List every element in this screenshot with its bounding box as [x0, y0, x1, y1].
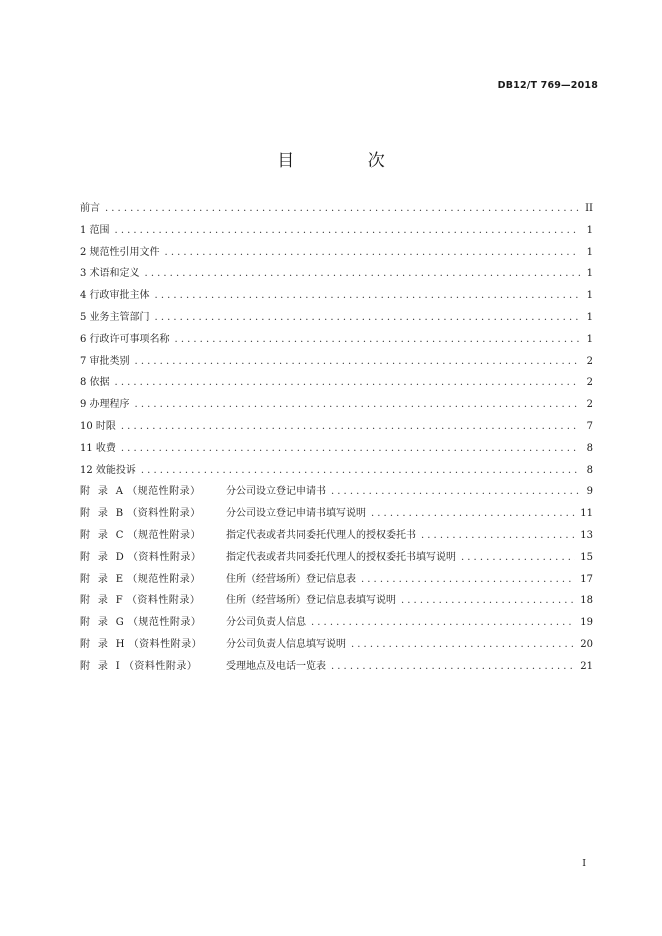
toc-entry-approval-subject[interactable] — [80, 286, 593, 308]
page-title: 目 次 — [277, 151, 419, 171]
toc-entry-procedure[interactable] — [80, 395, 593, 417]
leader-dots — [135, 399, 580, 410]
toc-entry-label: 6 行政许可事项名称 — [80, 333, 170, 345]
toc-entry-page: II — [585, 203, 593, 214]
leader-dots — [141, 465, 580, 476]
leader-dots — [421, 530, 575, 541]
toc-entry-page: 2 — [586, 377, 593, 389]
toc-entry-page: 17 — [580, 573, 593, 585]
toc-entry-label: 8 依据 — [80, 377, 110, 389]
toc-entry-approval-category[interactable] — [80, 352, 593, 374]
toc-appendix-i[interactable] — [80, 657, 593, 679]
toc-entry-scope[interactable] — [80, 221, 593, 243]
leader-dots — [311, 617, 575, 628]
toc-entry-label: 11 收费 — [80, 442, 116, 454]
toc-entry-label: 指定代表或者共同委托代理人的授权委托书填写说明 — [226, 551, 456, 563]
toc-entry-page: 19 — [580, 617, 593, 629]
toc-entry-competent-department[interactable] — [80, 308, 593, 330]
toc-entry-label: 7 审批类别 — [80, 355, 130, 367]
toc-entry-label: 9 办理程序 — [80, 399, 130, 411]
toc-entry-efficiency-complaints[interactable] — [80, 461, 593, 483]
leader-dots — [401, 595, 575, 606]
toc-entry-fees[interactable] — [80, 439, 593, 461]
toc-entry-basis[interactable] — [80, 373, 593, 395]
toc-entry-page: 11 — [580, 508, 593, 520]
leader-dots — [135, 356, 580, 367]
leader-dots — [175, 334, 580, 345]
leader-dots — [165, 247, 580, 258]
toc-entry-page: 2 — [586, 355, 593, 367]
toc-entry-label: 住所（经营场所）登记信息表 — [226, 573, 356, 585]
appendix-prefix: 附 录 A （规范性附录） — [80, 486, 201, 498]
toc-entry-label: 前言 — [80, 203, 100, 214]
appendix-prefix: 附 录 H （资料性附录） — [80, 638, 203, 650]
appendix-prefix: 附 录 C （规范性附录） — [80, 529, 202, 541]
leader-dots — [115, 377, 580, 388]
toc-entry-label: 5 业务主管部门 — [80, 311, 150, 323]
appendix-prefix: 附 录 F （资料性附录） — [80, 595, 201, 607]
toc-entry-page: 7 — [586, 420, 593, 432]
toc-entry-license-item-name[interactable] — [80, 330, 593, 352]
toc-entry-label: 10 时限 — [80, 420, 116, 432]
toc-appendix-c[interactable] — [80, 526, 593, 548]
leader-dots — [351, 639, 575, 650]
appendix-prefix: 附 录 B （资料性附录） — [80, 508, 201, 520]
toc-entry-label: 受理地点及电话一览表 — [226, 660, 326, 672]
toc-entry-label: 分公司负责人信息填写说明 — [226, 638, 346, 650]
toc-entry-page: 9 — [586, 486, 593, 498]
toc-entry-page: 1 — [586, 290, 593, 302]
toc-entry-label: 分公司负责人信息 — [226, 617, 306, 629]
leader-dots — [121, 443, 580, 454]
leader-dots — [105, 203, 580, 214]
toc-entry-time-limit[interactable] — [80, 417, 593, 439]
toc-entry-page: 20 — [580, 638, 593, 650]
toc-entry-label: 2 规范性引用文件 — [80, 246, 160, 258]
leader-dots — [361, 574, 575, 585]
toc-entry-page: 21 — [580, 660, 593, 672]
toc-entry-foreword[interactable] — [80, 199, 593, 221]
toc-entry-page: 15 — [580, 551, 593, 563]
toc-appendix-g[interactable] — [80, 613, 593, 635]
toc-entry-terms-definitions[interactable] — [80, 264, 593, 286]
leader-dots — [155, 290, 580, 301]
leader-dots — [121, 421, 580, 432]
toc-appendix-b[interactable] — [80, 504, 593, 526]
toc-appendix-a[interactable] — [80, 482, 593, 504]
toc-entry-page: 13 — [580, 529, 593, 541]
leader-dots — [371, 508, 575, 519]
leader-dots — [145, 268, 580, 279]
appendix-prefix: 附 录 I （资料性附录） — [80, 660, 198, 672]
document-code: DB12/T 769—2018 — [497, 80, 598, 91]
toc-entry-page: 1 — [586, 224, 593, 236]
toc-entry-label: 住所（经营场所）登记信息表填写说明 — [226, 595, 396, 607]
toc-entry-page: 1 — [586, 246, 593, 258]
leader-dots — [331, 486, 580, 497]
appendix-prefix: 附 录 E （规范性附录） — [80, 573, 201, 585]
page-number: I — [582, 858, 586, 869]
toc-appendix-e[interactable] — [80, 570, 593, 592]
toc-entry-page: 1 — [586, 268, 593, 280]
leader-dots — [331, 661, 575, 672]
toc-appendix-f[interactable] — [80, 591, 593, 613]
toc-entry-page: 1 — [586, 311, 593, 323]
toc-entry-page: 8 — [586, 442, 593, 454]
table-of-contents — [80, 199, 593, 679]
toc-entry-label: 4 行政审批主体 — [80, 290, 150, 302]
appendix-prefix: 附 录 D （资料性附录） — [80, 551, 202, 563]
toc-entry-page: 8 — [586, 464, 593, 476]
toc-entry-page: 1 — [586, 333, 593, 345]
toc-appendix-d[interactable] — [80, 548, 593, 570]
appendix-prefix: 附 录 G （规范性附录） — [80, 617, 202, 629]
toc-entry-label: 分公司设立登记申请书 — [226, 486, 326, 498]
toc-entry-label: 指定代表或者共同委托代理人的授权委托书 — [226, 529, 416, 541]
toc-entry-label: 12 效能投诉 — [80, 464, 136, 476]
toc-entry-page: 18 — [580, 595, 593, 607]
toc-entry-label: 1 范围 — [80, 224, 110, 236]
leader-dots — [461, 552, 575, 563]
toc-entry-label: 分公司设立登记申请书填写说明 — [226, 508, 366, 520]
toc-entry-label: 3 术语和定义 — [80, 268, 140, 280]
toc-entry-page: 2 — [586, 399, 593, 411]
leader-dots — [155, 312, 580, 323]
toc-entry-normative-references[interactable] — [80, 243, 593, 265]
leader-dots — [115, 225, 580, 236]
toc-appendix-h[interactable] — [80, 635, 593, 657]
